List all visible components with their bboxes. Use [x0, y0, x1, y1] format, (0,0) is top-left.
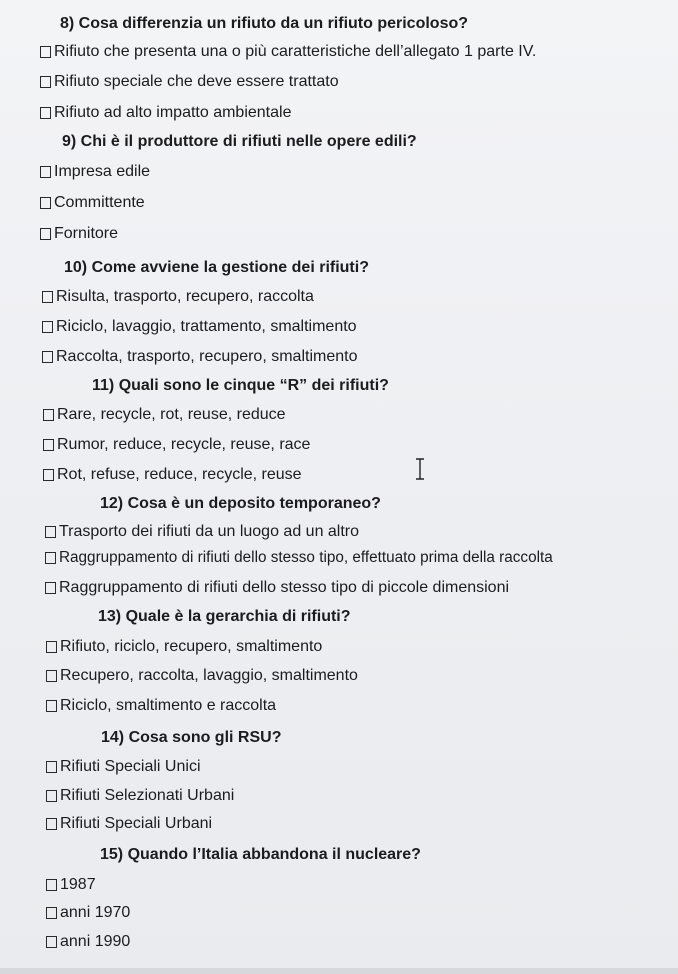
checkbox[interactable]: [46, 790, 57, 802]
answer-option[interactable]: [46, 697, 276, 715]
question-12-title: 12) Cosa è un deposito temporaneo?: [100, 495, 381, 512]
answer-option[interactable]: [42, 348, 357, 366]
checkbox[interactable]: [40, 228, 51, 240]
answer-option[interactable]: [43, 466, 302, 484]
answer-option[interactable]: [45, 579, 509, 597]
question-10-title: 10) Come avviene la gestione dei rifiuti?: [64, 259, 369, 276]
checkbox[interactable]: [45, 526, 56, 538]
answer-option[interactable]: [46, 815, 212, 833]
answer-label: Trasporto dei rifiuti da un luogo ad un altro: [59, 523, 360, 540]
answer-label: Rifiuto che presenta una o più caratteristiche dell’allegato 1 parte IV.: [54, 43, 537, 60]
checkbox[interactable]: [46, 936, 57, 948]
answer-label: Rifiuto ad alto impatto ambientale: [54, 104, 292, 121]
answer-label: Fornitore: [54, 225, 119, 242]
answer-label: Raggruppamento di rifiuti dello stesso tipo di piccole dimensioni: [59, 579, 510, 596]
checkbox[interactable]: [40, 166, 51, 178]
answer-option[interactable]: [40, 225, 118, 243]
question-15-title: 15) Quando l’Italia abbandona il nucleare?: [100, 846, 421, 863]
answer-option[interactable]: [40, 163, 150, 181]
answer-option[interactable]: [46, 638, 322, 656]
answer-label: Recupero, raccolta, lavaggio, smaltimento: [60, 667, 358, 684]
checkbox[interactable]: [40, 107, 51, 119]
answer-label: Impresa edile: [54, 163, 151, 180]
checkbox[interactable]: [45, 552, 56, 564]
answer-option[interactable]: [40, 104, 291, 122]
answer-option[interactable]: [45, 549, 553, 567]
checkbox[interactable]: [40, 46, 51, 58]
checkbox[interactable]: [43, 439, 54, 451]
answer-label: Rifiuti Speciali Urbani: [60, 815, 213, 832]
answer-option[interactable]: [46, 933, 130, 951]
answer-option[interactable]: [45, 523, 359, 541]
checkbox[interactable]: [46, 818, 57, 830]
answer-option[interactable]: [43, 406, 286, 424]
checkbox[interactable]: [46, 879, 57, 891]
answer-label: Raccolta, trasporto, recupero, smaltimento: [56, 348, 358, 365]
answer-option[interactable]: [46, 876, 96, 894]
question-8-title: 8) Cosa differenzia un rifiuto da un rifiuto pericoloso?: [60, 15, 469, 32]
answer-label: 1987: [60, 876, 96, 893]
answer-label: Rare, recycle, rot, reuse, reduce: [57, 406, 286, 423]
answer-label: Raggruppamento di rifiuti dello stesso tipo, effettuato prima della raccolta: [59, 549, 553, 566]
checkbox[interactable]: [45, 582, 56, 594]
question-13-title: 13) Quale è la gerarchia di rifiuti?: [98, 608, 351, 625]
checkbox[interactable]: [43, 409, 54, 421]
checkbox[interactable]: [43, 469, 54, 481]
answer-label: Rifiuto speciale che deve essere trattato: [54, 73, 339, 90]
answer-option[interactable]: [46, 904, 130, 922]
answer-option[interactable]: [46, 667, 358, 685]
checkbox[interactable]: [42, 291, 53, 303]
question-9-title: 9) Chi è il produttore di rifiuti nelle opere edili?: [62, 133, 417, 150]
answer-label: Rumor, reduce, recycle, reuse, race: [57, 436, 311, 453]
text-cursor-icon: [414, 458, 426, 480]
answer-label: Committente: [54, 194, 145, 211]
answer-label: Rot, refuse, reduce, recycle, reuse: [57, 466, 302, 483]
answer-option[interactable]: [46, 758, 201, 776]
answer-option[interactable]: [43, 436, 310, 454]
answer-option[interactable]: [46, 787, 234, 805]
question-11-title: 11) Quali sono le cinque “R” dei rifiuti?: [92, 377, 389, 394]
checkbox[interactable]: [46, 907, 57, 919]
checkbox[interactable]: [40, 197, 51, 209]
checkbox[interactable]: [42, 351, 53, 363]
checkbox[interactable]: [46, 641, 57, 653]
checkbox[interactable]: [40, 76, 51, 88]
answer-label: Riciclo, smaltimento e raccolta: [60, 697, 277, 714]
checkbox[interactable]: [42, 321, 53, 333]
answer-option[interactable]: [42, 318, 357, 336]
answer-label: anni 1970: [60, 904, 131, 921]
answer-label: Rifiuti Speciali Unici: [60, 758, 201, 775]
page-bottom-edge: [0, 968, 678, 974]
checkbox[interactable]: [46, 700, 57, 712]
answer-option[interactable]: [42, 288, 314, 306]
checkbox[interactable]: [46, 670, 57, 682]
answer-option[interactable]: [40, 43, 536, 61]
checkbox[interactable]: [46, 761, 57, 773]
answer-option[interactable]: [40, 194, 145, 212]
answer-label: Rifiuto, riciclo, recupero, smaltimento: [60, 638, 323, 655]
answer-label: Riciclo, lavaggio, trattamento, smaltimento: [56, 318, 357, 335]
answer-option[interactable]: [40, 73, 339, 91]
question-14-title: 14) Cosa sono gli RSU?: [101, 729, 282, 746]
answer-label: Risulta, trasporto, recupero, raccolta: [56, 288, 314, 305]
answer-label: anni 1990: [60, 933, 131, 950]
answer-label: Rifiuti Selezionati Urbani: [60, 787, 235, 804]
